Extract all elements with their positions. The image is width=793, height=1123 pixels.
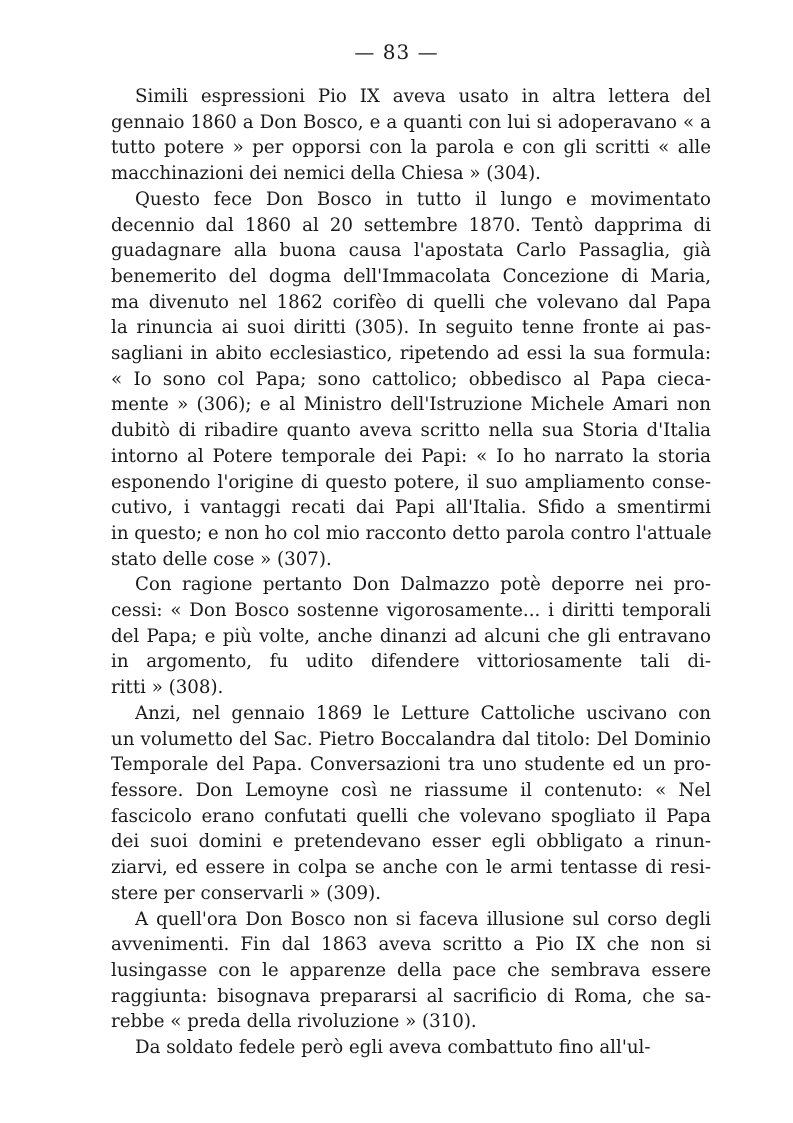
text-line: cutivo, i vantaggi recati dai Papi all'Italia. Sfido a smentirmi bbox=[111, 497, 711, 519]
text-line: stere per conservarli » (309). bbox=[111, 882, 381, 904]
text-line: Con ragione pertanto Don Dalmazzo potè deporre nei pro- bbox=[135, 574, 711, 596]
paragraph bbox=[111, 1035, 711, 1061]
text-line: intorno al Potere temporale dei Papi: « Io ho narrato la storia bbox=[111, 445, 711, 467]
text-line: in questo; e non ho col mio racconto detto parola contro l'attuale bbox=[111, 522, 712, 544]
text-line: guadagnare alla buona causa l'apostata Carlo Passaglia, già bbox=[111, 240, 711, 262]
text-line: in argomento, fu udito difendere vittoriosamente tali di- bbox=[111, 651, 711, 673]
paragraph bbox=[111, 187, 711, 573]
page-number: — 83 — bbox=[354, 40, 439, 64]
text-line: decennio dal 1860 al 20 settembre 1870. Tentò dapprima di bbox=[111, 214, 711, 236]
body-text bbox=[111, 84, 711, 1061]
paragraph bbox=[111, 572, 711, 701]
text-line: fascicolo erano confutati quelli che volevano spogliato il Papa bbox=[111, 805, 711, 827]
text-line: « Io sono col Papa; sono cattolico; obbedisco al Papa cieca- bbox=[111, 368, 711, 390]
text-line: gennaio 1860 a Don Bosco, e a quanti con lui si adoperavano « a bbox=[111, 111, 711, 133]
text-line: Da soldato fedele però egli aveva combattuto fino all'ul- bbox=[135, 1037, 651, 1059]
text-line: Simili espressioni Pio IX aveva usato in altra lettera del bbox=[135, 86, 711, 107]
text-line: lusingasse con le apparenze della pace che sembrava essere bbox=[111, 959, 711, 981]
text-line: ma divenuto nel 1862 corifèo di quelli che volevano dal Papa bbox=[111, 291, 711, 313]
text-line: dubitò di ribadire quanto aveva scritto nella sua Storia d'Italia bbox=[111, 420, 711, 442]
text-line: macchinazioni dei nemici della Chiesa » (304). bbox=[111, 163, 541, 185]
paragraph bbox=[111, 84, 711, 187]
text-line: ritti » (308). bbox=[111, 677, 224, 699]
text-line: Temporale del Papa. Conversazioni tra uno studente ed un pro- bbox=[111, 754, 711, 776]
text-line: esponendo l'origine di questo potere, il suo ampliamento conse- bbox=[111, 471, 711, 493]
text-line: sagliani in abito ecclesiastico, ripetendo ad essi la sua formula: bbox=[111, 343, 711, 365]
text-line: cessi: « Don Bosco sostenne vigorosamente... i diritti temporali bbox=[111, 600, 711, 622]
text-line: raggiunta: bisognava prepararsi al sacrificio di Roma, che sa- bbox=[111, 985, 711, 1007]
text-line: del Papa; e più volte, anche dinanzi ad alcuni che gli entravano bbox=[111, 625, 711, 647]
text-line: ziarvi, ed essere in colpa se anche con le armi tentasse di resi- bbox=[111, 857, 711, 879]
text-line: dei suoi domini e pretendevano esser egli obbligato a rinun- bbox=[111, 831, 711, 853]
paragraph bbox=[111, 701, 711, 907]
text-line: Anzi, nel gennaio 1869 le Letture Cattoliche uscivano con bbox=[135, 702, 711, 724]
text-line: mente » (306); e al Ministro dell'Istruzione Michele Amari non bbox=[111, 394, 711, 416]
text-line: fessore. Don Lemoyne così ne riassume il contenuto: « Nel bbox=[111, 779, 711, 801]
text-line: avvenimenti. Fin dal 1863 aveva scritto a Pio IX che non si bbox=[111, 934, 711, 956]
text-line: la rinuncia ai suoi diritti (305). In seguito tenne fronte ai pas- bbox=[111, 317, 711, 339]
text-line: tutto potere » per opporsi con la parola e con gli scritti « alle bbox=[111, 137, 711, 159]
text-line: rebbe « preda della rivoluzione » (310). bbox=[111, 1011, 477, 1033]
paragraph bbox=[111, 907, 711, 1036]
text-line: un volumetto del Sac. Pietro Boccalandra dal titolo: Del Dominio bbox=[111, 728, 711, 750]
text-line: benemerito del dogma dell'Immacolata Concezione di Maria, bbox=[111, 265, 711, 287]
text-line: Questo fece Don Bosco in tutto il lungo e movimentato bbox=[135, 188, 711, 210]
text-line: stato delle cose » (307). bbox=[111, 548, 332, 570]
text-line: A quell'ora Don Bosco non si faceva illusione sul corso degli bbox=[135, 908, 711, 930]
